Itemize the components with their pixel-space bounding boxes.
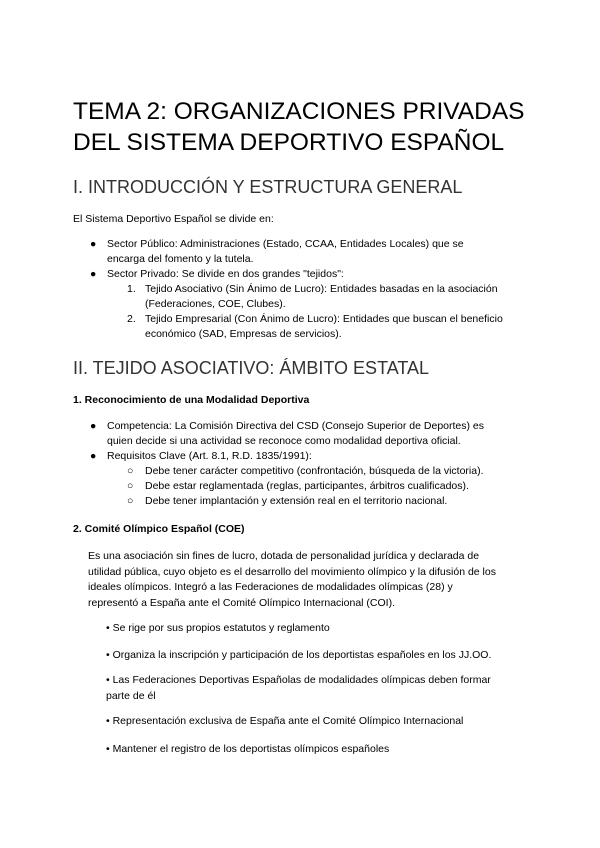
bullet-marker: ●	[90, 450, 97, 462]
circle-marker: ○	[127, 465, 134, 477]
paragraph-line: ideales olímpicos. Integró a las Federaciones de modalidades olímpicas (28) y	[88, 581, 453, 593]
section-1-intro: El Sistema Deportivo Español se divide en:	[73, 213, 274, 225]
numbered-item	[145, 312, 503, 342]
list-item-line: económico (SAD, Empresas de servicios).	[145, 328, 342, 340]
sub-list-item: Debe tener implantación y extensión real en el territorio nacional.	[145, 495, 448, 507]
page-title	[73, 96, 543, 158]
bullet-marker: ●	[90, 268, 97, 280]
list-item-line: Sector Público: Administraciones (Estado, CCAA, Entidades Locales) que se	[107, 238, 464, 250]
list-item-line: Requisitos Clave (Art. 8.1, R.D. 1835/1991):	[107, 450, 312, 462]
subsection-2-heading: 2. Comité Olímpico Español (COE)	[73, 523, 245, 535]
list-item-line: Tejido Empresarial (Con Ánimo de Lucro): Entidades que buscan el beneficio	[145, 313, 503, 325]
section-2-heading: II. TEJIDO ASOCIATIVO: ÁMBITO ESTATAL	[73, 358, 430, 378]
list-item-line: Tejido Asociativo (Sin Ánimo de Lucro): Entidades basadas en la asociación	[145, 283, 498, 295]
list-item-line: encarga del fomento y la tutela.	[107, 253, 254, 265]
list-item-line: Competencia: La Comisión Directiva del CSD (Consejo Superior de Deportes) es	[107, 420, 485, 432]
numbered-marker: 2.	[127, 313, 136, 325]
coe-point: • Representación exclusiva de España ante el Comité Olímpico Internacional	[106, 715, 464, 727]
coe-point: • Mantener el registro de los deportistas olímpicos españoles	[106, 743, 390, 755]
paragraph-line: representó a España ante el Comité Olímpico Internacional (COI).	[88, 596, 395, 609]
sub-list-item: Debe tener carácter competitivo (confrontación, búsqueda de la victoria).	[145, 465, 484, 477]
list-item	[107, 419, 484, 449]
list-item	[107, 449, 312, 464]
bullet-marker: ●	[90, 238, 97, 250]
bullet-marker: ●	[90, 420, 97, 432]
list-item	[107, 237, 464, 267]
paragraph-line: • Las Federaciones Deportivas Españolas de modalidades olímpicas deben formar	[106, 674, 491, 686]
paragraph-line: utilidad pública, cuyo objeto es el desarrollo del movimiento olímpico y la difusión de los	[88, 565, 496, 578]
numbered-item	[145, 282, 498, 312]
subsection-1-heading: 1. Reconocimiento de una Modalidad Deportiva	[73, 394, 310, 406]
page-title-line-1: TEMA 2: ORGANIZACIONES PRIVADAS	[73, 98, 525, 125]
coe-point: • Organiza la inscripción y participación de los deportistas españoles en los JJ.OO.	[106, 649, 492, 661]
coe-paragraph	[88, 549, 496, 611]
list-item-line: (Federaciones, COE, Clubes).	[145, 298, 286, 310]
coe-point: • Se rige por sus propios estatutos y reglamento	[106, 622, 330, 634]
page-title-line-2: DEL SISTEMA DEPORTIVO ESPAÑOL	[73, 129, 505, 156]
paragraph-line: Es una asociación sin fines de lucro, dotada de personalidad jurídica y declarada de	[88, 550, 480, 562]
numbered-marker: 1.	[127, 283, 136, 295]
list-item-line: Sector Privado: Se divide en dos grandes "tejidos":	[107, 268, 344, 280]
coe-point	[106, 673, 491, 704]
circle-marker: ○	[127, 480, 134, 492]
list-item-line: quien decide si una actividad se reconoce como modalidad deportiva oficial.	[107, 435, 461, 447]
circle-marker: ○	[127, 495, 134, 507]
section-1-heading: I. INTRODUCCIÓN Y ESTRUCTURA GENERAL	[73, 177, 463, 197]
list-item	[107, 267, 344, 282]
sub-list-item: Debe estar reglamentada (reglas, participantes, árbitros cualificados).	[145, 480, 469, 492]
paragraph-line: parte de él	[106, 689, 156, 702]
